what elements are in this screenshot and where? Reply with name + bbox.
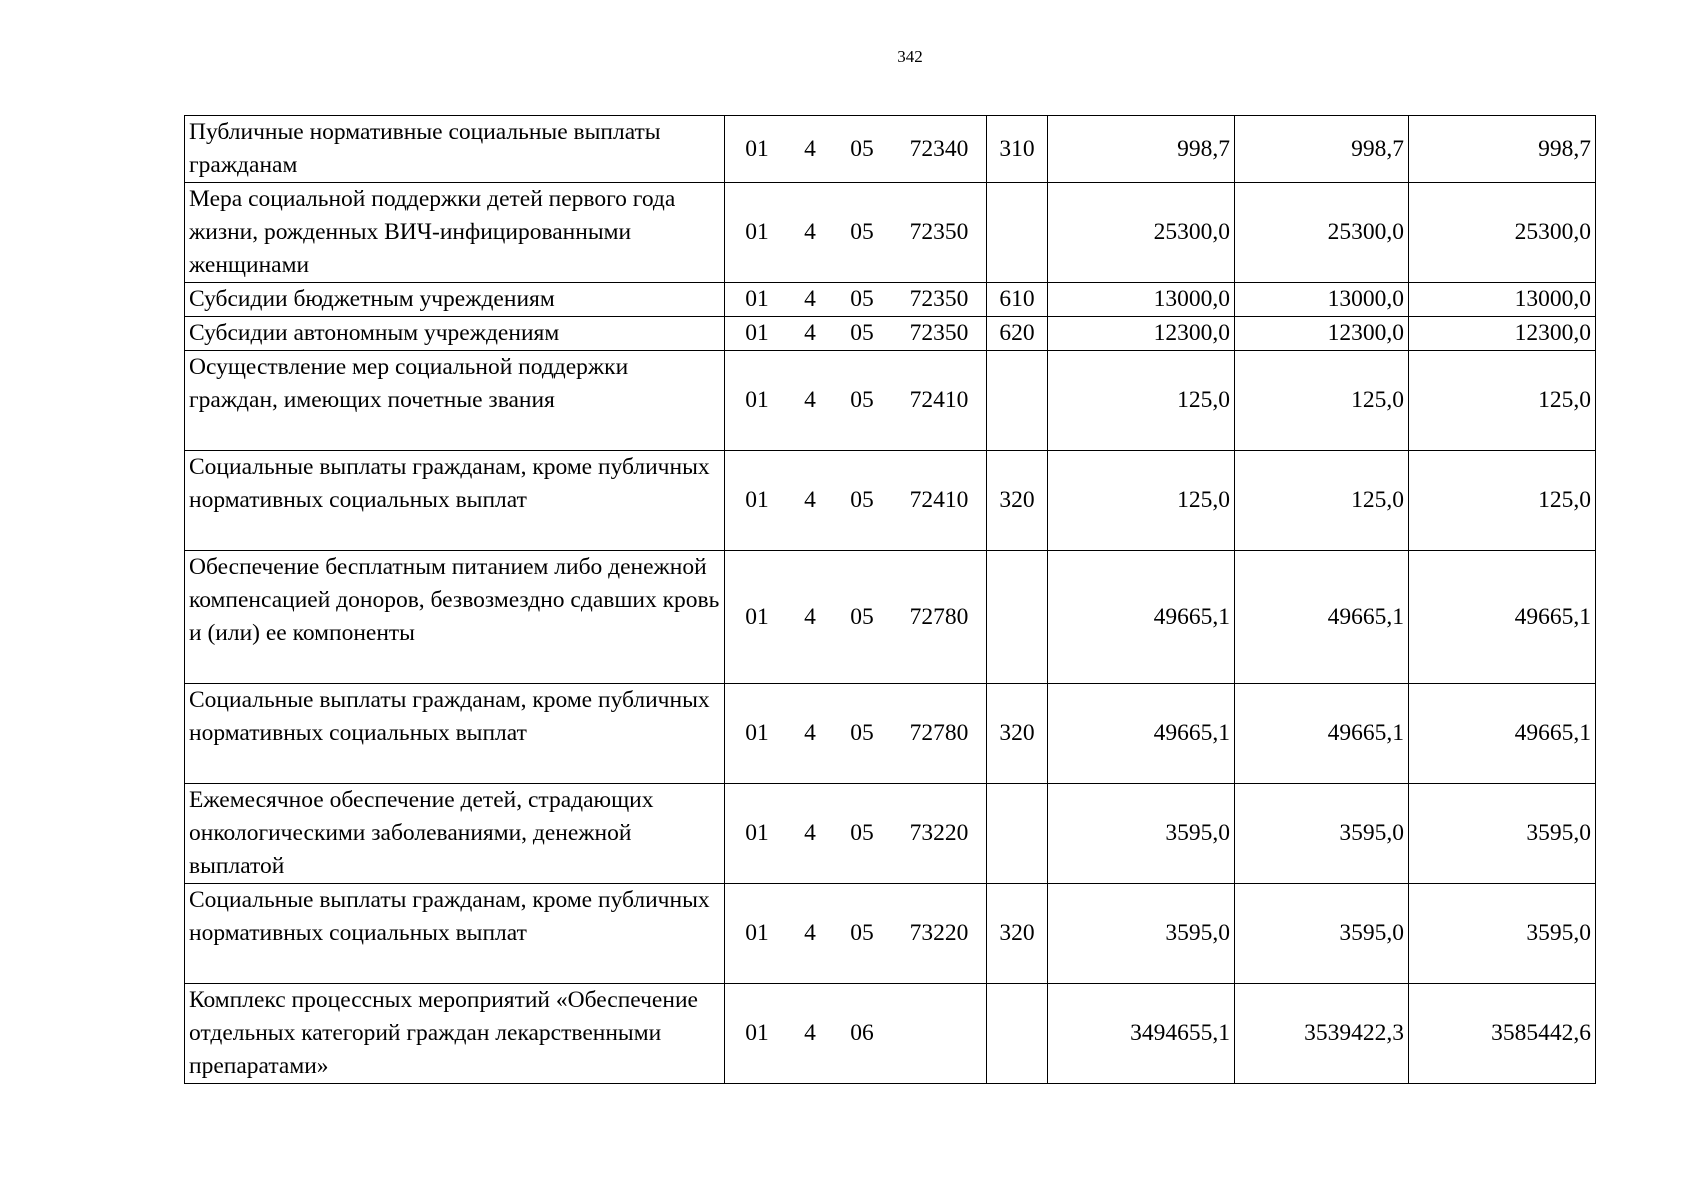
value-year-2: 125,0 (1235, 451, 1409, 551)
row-name: Социальные выплаты гражданам, кроме публичных нормативных социальных выплат (185, 451, 725, 551)
code-program: 01 (745, 603, 769, 630)
row-name: Комплекс процессных мероприятий «Обеспечение отдельных категорий граждан лекарственными препаратами» (185, 984, 725, 1084)
row-codes (725, 884, 987, 984)
code-expense-type: 320 (987, 884, 1048, 984)
code-activity: 05 (850, 320, 874, 346)
value-year-1: 3595,0 (1048, 884, 1235, 984)
row-codes (725, 317, 987, 351)
row-codes (725, 684, 987, 784)
table-row (185, 351, 1596, 451)
code-expense-type: 320 (987, 451, 1048, 551)
code-direction: 72350 (909, 286, 969, 312)
value-year-1: 25300,0 (1048, 183, 1235, 283)
row-name: Социальные выплаты гражданам, кроме публичных нормативных социальных выплат (185, 884, 725, 984)
row-codes (725, 784, 987, 884)
value-year-3: 3595,0 (1409, 884, 1596, 984)
value-year-1: 13000,0 (1048, 283, 1235, 317)
code-subprogram: 4 (804, 286, 816, 312)
value-year-3: 3595,0 (1409, 784, 1596, 884)
row-name: Социальные выплаты гражданам, кроме публичных нормативных социальных выплат (185, 684, 725, 784)
row-name: Субсидии автономным учреждениям (185, 317, 725, 351)
code-direction: 72780 (909, 603, 969, 630)
row-codes (725, 984, 987, 1084)
code-expense-type: 320 (987, 684, 1048, 784)
code-program: 01 (745, 720, 769, 746)
code-subprogram: 4 (804, 603, 816, 630)
code-program: 01 (745, 135, 769, 162)
row-codes (725, 551, 987, 684)
table-row (185, 451, 1596, 551)
code-direction: 72410 (909, 387, 969, 413)
code-activity: 06 (850, 1020, 874, 1046)
code-direction: 72340 (909, 135, 969, 162)
row-name: Субсидии бюджетным учреждениям (185, 283, 725, 317)
value-year-2: 25300,0 (1235, 183, 1409, 283)
table-row (185, 317, 1596, 351)
code-program: 01 (745, 219, 769, 245)
row-codes (725, 116, 987, 183)
code-direction: 72350 (909, 219, 969, 245)
row-name: Публичные нормативные социальные выплаты гражданам (185, 116, 725, 183)
code-subprogram: 4 (804, 219, 816, 245)
row-codes (725, 451, 987, 551)
code-subprogram: 4 (804, 320, 816, 346)
value-year-3: 12300,0 (1409, 317, 1596, 351)
value-year-3: 49665,1 (1409, 684, 1596, 784)
value-year-3: 125,0 (1409, 351, 1596, 451)
value-year-1: 3494655,1 (1048, 984, 1235, 1084)
code-expense-type: 310 (987, 116, 1048, 183)
value-year-1: 3595,0 (1048, 784, 1235, 884)
table-row (185, 116, 1596, 183)
value-year-1: 49665,1 (1048, 551, 1235, 684)
code-activity: 05 (850, 920, 874, 946)
table-row (185, 551, 1596, 684)
row-name: Мера социальной поддержки детей первого года жизни, рожденных ВИЧ-инфицированными женщинами (185, 183, 725, 283)
row-codes (725, 183, 987, 283)
table-row (185, 283, 1596, 317)
budget-table (184, 115, 1596, 1084)
code-expense-type (987, 784, 1048, 884)
value-year-2: 3595,0 (1235, 884, 1409, 984)
code-subprogram: 4 (804, 1020, 816, 1046)
code-activity: 05 (850, 286, 874, 312)
value-year-2: 998,7 (1235, 116, 1409, 183)
code-program: 01 (745, 820, 769, 846)
code-direction: 72410 (909, 487, 969, 513)
code-program: 01 (745, 387, 769, 413)
code-program: 01 (745, 920, 769, 946)
table-row (185, 984, 1596, 1084)
code-subprogram: 4 (804, 487, 816, 513)
code-program: 01 (745, 320, 769, 346)
row-name: Осуществление мер социальной поддержки граждан, имеющих почетные звания (185, 351, 725, 451)
code-subprogram: 4 (804, 720, 816, 746)
value-year-3: 998,7 (1409, 116, 1596, 183)
row-name: Обеспечение бесплатным питанием либо денежной компенсацией доноров, безвозмездно сдавших кровь и (или) ее компоненты (185, 551, 725, 684)
value-year-2: 3595,0 (1235, 784, 1409, 884)
value-year-1: 49665,1 (1048, 684, 1235, 784)
code-activity: 05 (850, 603, 874, 630)
value-year-1: 125,0 (1048, 351, 1235, 451)
table-row (185, 784, 1596, 884)
row-codes (725, 283, 987, 317)
code-subprogram: 4 (804, 920, 816, 946)
code-expense-type: 620 (987, 317, 1048, 351)
code-subprogram: 4 (804, 135, 816, 162)
value-year-2: 125,0 (1235, 351, 1409, 451)
row-codes (725, 351, 987, 451)
table-row (185, 884, 1596, 984)
code-activity: 05 (850, 487, 874, 513)
code-program: 01 (745, 1020, 769, 1046)
code-activity: 05 (850, 219, 874, 245)
code-direction: 72350 (909, 320, 969, 346)
code-expense-type (987, 551, 1048, 684)
code-activity: 05 (850, 820, 874, 846)
value-year-3: 13000,0 (1409, 283, 1596, 317)
code-program: 01 (745, 286, 769, 312)
value-year-2: 13000,0 (1235, 283, 1409, 317)
code-subprogram: 4 (804, 820, 816, 846)
code-expense-type (987, 183, 1048, 283)
code-expense-type (987, 351, 1048, 451)
value-year-1: 12300,0 (1048, 317, 1235, 351)
value-year-3: 25300,0 (1409, 183, 1596, 283)
code-activity: 05 (850, 387, 874, 413)
value-year-1: 998,7 (1048, 116, 1235, 183)
code-subprogram: 4 (804, 387, 816, 413)
code-activity: 05 (850, 720, 874, 746)
code-program: 01 (745, 487, 769, 513)
value-year-3: 125,0 (1409, 451, 1596, 551)
value-year-3: 3585442,6 (1409, 984, 1596, 1084)
value-year-2: 3539422,3 (1235, 984, 1409, 1084)
value-year-2: 49665,1 (1235, 551, 1409, 684)
page-number: 342 (897, 47, 923, 66)
value-year-1: 125,0 (1048, 451, 1235, 551)
code-direction: 73220 (909, 820, 969, 846)
value-year-3: 49665,1 (1409, 551, 1596, 684)
code-activity: 05 (850, 135, 874, 162)
code-expense-type (987, 984, 1048, 1084)
code-expense-type: 610 (987, 283, 1048, 317)
value-year-2: 12300,0 (1235, 317, 1409, 351)
table-row (185, 684, 1596, 784)
table-row (185, 183, 1596, 283)
row-name: Ежемесячное обеспечение детей, страдающих онкологическими заболеваниями, денежной выплатой (185, 784, 725, 884)
code-direction: 72780 (909, 720, 969, 746)
value-year-2: 49665,1 (1235, 684, 1409, 784)
code-direction: 73220 (909, 920, 969, 946)
